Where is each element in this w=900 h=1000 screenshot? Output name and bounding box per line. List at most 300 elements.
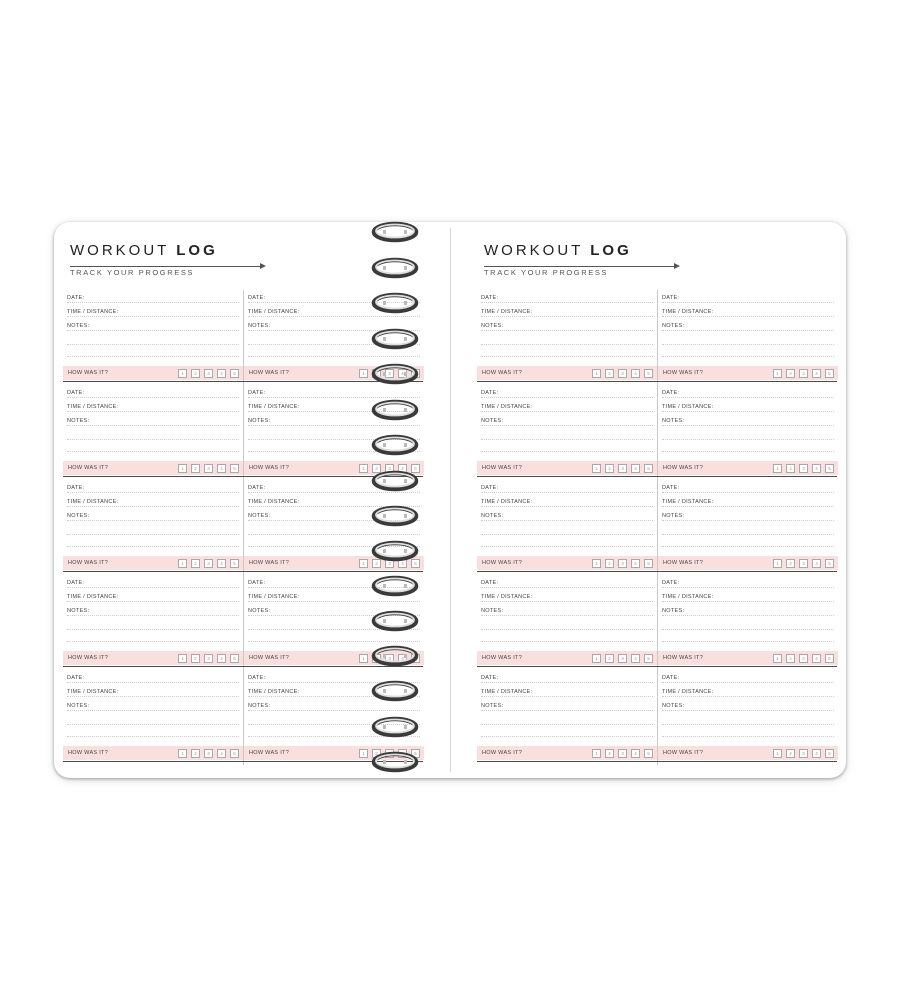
- rating-checkbox[interactable]: 3: [385, 369, 394, 378]
- time-distance-field-line[interactable]: [248, 601, 420, 602]
- rating-checkbox[interactable]: 1: [773, 464, 782, 473]
- how-was-it-label: HOW WAS IT?: [249, 560, 290, 566]
- rating-checkbox[interactable]: 4: [398, 654, 407, 663]
- rating-checkbox[interactable]: 5: [411, 464, 420, 473]
- rating-checkbox[interactable]: 3: [204, 464, 213, 473]
- notes-field-line[interactable]: [662, 330, 834, 331]
- rating-checkbox[interactable]: 2: [191, 464, 200, 473]
- coil-ring-icon: [371, 221, 419, 243]
- rating-checkbox[interactable]: 4: [398, 749, 407, 758]
- coil-ring-icon: [371, 434, 419, 456]
- rating-checkbox[interactable]: 5: [230, 464, 239, 473]
- rating-checkbox[interactable]: 5: [230, 749, 239, 758]
- rating-checkbox[interactable]: 1: [178, 464, 187, 473]
- notes-line[interactable]: [67, 724, 239, 725]
- rating-checkbox[interactable]: 1: [359, 464, 368, 473]
- rating-checkbox[interactable]: 1: [178, 369, 187, 378]
- rating-checkbox[interactable]: 2: [786, 749, 795, 758]
- rating-checkbox[interactable]: 3: [385, 464, 394, 473]
- notes-line[interactable]: [662, 344, 834, 345]
- notes-line[interactable]: [67, 546, 239, 547]
- time-distance-field: TIME / DISTANCE:: [248, 689, 300, 695]
- how-was-it-label: HOW WAS IT?: [482, 655, 523, 661]
- row-divider: [477, 381, 837, 382]
- rating-checkbox[interactable]: 5: [230, 369, 239, 378]
- time-distance-field: TIME / DISTANCE:: [481, 594, 533, 600]
- rating-checkbox[interactable]: 4: [398, 369, 407, 378]
- time-distance-field-line[interactable]: [67, 601, 239, 602]
- how-was-it-label: HOW WAS IT?: [249, 465, 290, 471]
- rating-checkbox[interactable]: 4: [217, 464, 226, 473]
- notes-line[interactable]: [662, 724, 834, 725]
- how-was-it-label: HOW WAS IT?: [482, 370, 523, 376]
- date-field: DATE:: [481, 580, 499, 586]
- rating-checkbox[interactable]: 1: [178, 749, 187, 758]
- date-field-line[interactable]: [67, 492, 239, 493]
- rating-checkbox[interactable]: 3: [618, 559, 627, 568]
- rating-scale: [592, 654, 653, 663]
- rating-checkbox[interactable]: 2: [372, 559, 381, 568]
- workout-entry: [657, 575, 838, 670]
- time-distance-field: TIME / DISTANCE:: [248, 499, 300, 505]
- date-field-line[interactable]: [481, 492, 653, 493]
- notes-line[interactable]: [481, 736, 653, 737]
- rating-checkbox[interactable]: 4: [631, 464, 640, 473]
- rating-checkbox[interactable]: 4: [398, 464, 407, 473]
- time-distance-field-line[interactable]: [67, 506, 239, 507]
- notes-line[interactable]: [481, 344, 653, 345]
- rating-checkbox[interactable]: 3: [799, 749, 808, 758]
- notes-field-line[interactable]: [248, 710, 420, 711]
- coil-ring-icon: [371, 540, 419, 562]
- rating-checkbox[interactable]: 3: [618, 369, 627, 378]
- rating-checkbox[interactable]: 5: [644, 559, 653, 568]
- row-divider: [63, 761, 423, 762]
- rating-scale: [592, 559, 653, 568]
- notes-line[interactable]: [67, 451, 239, 452]
- date-field-line[interactable]: [67, 397, 239, 398]
- notes-line[interactable]: [481, 629, 653, 630]
- notes-line[interactable]: [662, 546, 834, 547]
- rating-checkbox[interactable]: 4: [217, 749, 226, 758]
- workout-entry: [657, 385, 838, 480]
- notes-line[interactable]: [662, 356, 834, 357]
- time-distance-field: TIME / DISTANCE:: [662, 309, 714, 315]
- time-distance-field-line[interactable]: [67, 411, 239, 412]
- rating-band: [63, 366, 243, 380]
- coil-ring-icon: [371, 716, 419, 738]
- notes-field-line[interactable]: [662, 520, 834, 521]
- rating-checkbox[interactable]: 1: [592, 559, 601, 568]
- how-was-it-label: HOW WAS IT?: [249, 750, 290, 756]
- rating-checkbox[interactable]: 4: [812, 464, 821, 473]
- notes-field-line[interactable]: [662, 710, 834, 711]
- rating-band: [658, 746, 838, 760]
- rating-checkbox[interactable]: 3: [618, 654, 627, 663]
- rating-checkbox[interactable]: 5: [825, 464, 834, 473]
- rating-checkbox[interactable]: 5: [644, 464, 653, 473]
- notes-field: NOTES:: [662, 418, 685, 424]
- notes-field: NOTES:: [481, 418, 504, 424]
- rating-band: [477, 651, 657, 665]
- rating-checkbox[interactable]: 3: [799, 464, 808, 473]
- rating-checkbox[interactable]: 4: [812, 369, 821, 378]
- workout-entry: [477, 480, 657, 575]
- entry-grid: [477, 290, 837, 766]
- time-distance-field: TIME / DISTANCE:: [481, 499, 533, 505]
- rating-scale: [592, 369, 653, 378]
- how-was-it-label: HOW WAS IT?: [482, 465, 523, 471]
- notes-field-line[interactable]: [67, 710, 239, 711]
- coil-ring-icon: [371, 680, 419, 702]
- rating-checkbox[interactable]: 3: [618, 749, 627, 758]
- rating-checkbox[interactable]: 2: [605, 749, 614, 758]
- rating-checkbox[interactable]: 1: [359, 559, 368, 568]
- rating-checkbox[interactable]: 5: [644, 749, 653, 758]
- notes-field: NOTES:: [481, 703, 504, 709]
- rating-checkbox[interactable]: 5: [411, 654, 420, 663]
- notes-field-line[interactable]: [481, 425, 653, 426]
- notes-line[interactable]: [662, 629, 834, 630]
- rating-band: [477, 746, 657, 760]
- notes-line[interactable]: [67, 736, 239, 737]
- time-distance-field-line[interactable]: [481, 696, 653, 697]
- notes-field-line[interactable]: [67, 425, 239, 426]
- date-field-line[interactable]: [662, 682, 834, 683]
- date-field: DATE:: [248, 580, 266, 586]
- date-field-line[interactable]: [662, 302, 834, 303]
- notes-field-line[interactable]: [481, 710, 653, 711]
- entry-grid: [63, 290, 423, 766]
- rating-checkbox[interactable]: 3: [385, 654, 394, 663]
- notes-field-line[interactable]: [662, 425, 834, 426]
- rating-band: [658, 651, 838, 665]
- notes-field: NOTES:: [248, 703, 271, 709]
- title-word-log: LOG: [176, 242, 218, 259]
- rating-checkbox[interactable]: 4: [398, 559, 407, 568]
- time-distance-field: TIME / DISTANCE:: [248, 594, 300, 600]
- date-field: DATE:: [248, 485, 266, 491]
- date-field: DATE:: [662, 675, 680, 681]
- rating-checkbox[interactable]: 1: [178, 559, 187, 568]
- time-distance-field-line[interactable]: [481, 506, 653, 507]
- notes-line[interactable]: [67, 641, 239, 642]
- rating-checkbox[interactable]: 3: [204, 654, 213, 663]
- notes-line[interactable]: [67, 356, 239, 357]
- workout-entry: [63, 290, 243, 385]
- rating-checkbox[interactable]: 2: [372, 464, 381, 473]
- rating-band: [477, 556, 657, 570]
- rating-checkbox[interactable]: 2: [372, 749, 381, 758]
- date-field: DATE:: [662, 295, 680, 301]
- rating-checkbox[interactable]: 4: [631, 654, 640, 663]
- notes-line[interactable]: [67, 439, 239, 440]
- rating-checkbox[interactable]: 5: [230, 654, 239, 663]
- notes-line[interactable]: [67, 629, 239, 630]
- coil-ring-icon: [371, 470, 419, 492]
- rating-checkbox[interactable]: 1: [592, 749, 601, 758]
- notes-line[interactable]: [662, 736, 834, 737]
- notes-field: NOTES:: [481, 323, 504, 329]
- date-field-line[interactable]: [662, 397, 834, 398]
- rating-checkbox[interactable]: 1: [359, 749, 368, 758]
- date-field-line[interactable]: [248, 397, 420, 398]
- time-distance-field: TIME / DISTANCE:: [67, 689, 119, 695]
- time-distance-field-line[interactable]: [248, 316, 420, 317]
- date-field-line[interactable]: [481, 397, 653, 398]
- rating-checkbox[interactable]: 1: [178, 654, 187, 663]
- date-field: DATE:: [248, 295, 266, 301]
- rating-checkbox[interactable]: 3: [385, 749, 394, 758]
- time-distance-field-line[interactable]: [662, 696, 834, 697]
- rating-checkbox[interactable]: 5: [825, 654, 834, 663]
- rating-band: [63, 651, 243, 665]
- rating-checkbox[interactable]: 2: [191, 369, 200, 378]
- time-distance-field-line[interactable]: [662, 411, 834, 412]
- workout-entry: [63, 480, 243, 575]
- rating-checkbox[interactable]: 2: [191, 559, 200, 568]
- rating-scale: [773, 559, 834, 568]
- rating-checkbox[interactable]: 1: [359, 369, 368, 378]
- rating-scale: [178, 559, 239, 568]
- rating-checkbox[interactable]: 2: [372, 369, 381, 378]
- time-distance-field: TIME / DISTANCE:: [248, 309, 300, 315]
- how-was-it-label: HOW WAS IT?: [482, 560, 523, 566]
- rating-checkbox[interactable]: 1: [592, 369, 601, 378]
- notes-field: NOTES:: [662, 513, 685, 519]
- rating-checkbox[interactable]: 4: [812, 559, 821, 568]
- how-was-it-label: HOW WAS IT?: [68, 465, 109, 471]
- workout-entry: [657, 480, 838, 575]
- rating-band: [477, 461, 657, 475]
- page-title: [70, 242, 218, 259]
- notes-field-line[interactable]: [248, 425, 420, 426]
- notes-line[interactable]: [662, 641, 834, 642]
- rating-checkbox[interactable]: 3: [799, 369, 808, 378]
- date-field: DATE:: [662, 390, 680, 396]
- how-was-it-label: HOW WAS IT?: [663, 370, 704, 376]
- date-field-line[interactable]: [481, 587, 653, 588]
- date-field-line[interactable]: [662, 492, 834, 493]
- notes-field-line[interactable]: [481, 330, 653, 331]
- notes-field-line[interactable]: [481, 520, 653, 521]
- row-divider: [477, 761, 837, 762]
- notes-field-line[interactable]: [662, 615, 834, 616]
- rating-checkbox[interactable]: 3: [618, 464, 627, 473]
- notebook-spread: [54, 222, 846, 778]
- time-distance-field: TIME / DISTANCE:: [662, 594, 714, 600]
- rating-checkbox[interactable]: 2: [786, 369, 795, 378]
- notes-field: NOTES:: [248, 418, 271, 424]
- rating-checkbox[interactable]: 2: [605, 464, 614, 473]
- how-was-it-label: HOW WAS IT?: [249, 370, 290, 376]
- date-field-line[interactable]: [67, 302, 239, 303]
- date-field: DATE:: [248, 675, 266, 681]
- rating-scale: [178, 369, 239, 378]
- time-distance-field: TIME / DISTANCE:: [481, 309, 533, 315]
- row-divider: [477, 571, 837, 572]
- date-field: DATE:: [248, 390, 266, 396]
- row-divider: [63, 476, 423, 477]
- notes-line[interactable]: [248, 534, 420, 535]
- title-arrow-icon: [70, 266, 264, 267]
- notes-line[interactable]: [662, 451, 834, 452]
- time-distance-field: TIME / DISTANCE:: [67, 309, 119, 315]
- time-distance-field-line[interactable]: [662, 316, 834, 317]
- page-subtitle: TRACK YOUR PROGRESS: [70, 268, 195, 277]
- rating-band: [63, 461, 243, 475]
- row-divider: [477, 476, 837, 477]
- notes-field: NOTES:: [662, 608, 685, 614]
- date-field: DATE:: [67, 295, 85, 301]
- date-field: DATE:: [481, 485, 499, 491]
- notes-line[interactable]: [67, 534, 239, 535]
- rating-checkbox[interactable]: 5: [411, 559, 420, 568]
- notes-field: NOTES:: [67, 608, 90, 614]
- rating-checkbox[interactable]: 3: [385, 559, 394, 568]
- rating-checkbox[interactable]: 5: [644, 369, 653, 378]
- workout-entry: [477, 290, 657, 385]
- how-was-it-label: HOW WAS IT?: [663, 655, 704, 661]
- time-distance-field: TIME / DISTANCE:: [662, 689, 714, 695]
- coil-ring-icon: [371, 363, 419, 385]
- notes-field: NOTES:: [248, 513, 271, 519]
- rating-checkbox[interactable]: 3: [204, 749, 213, 758]
- rating-checkbox[interactable]: 4: [631, 369, 640, 378]
- rating-checkbox[interactable]: 2: [605, 654, 614, 663]
- rating-checkbox[interactable]: 4: [812, 654, 821, 663]
- rating-checkbox[interactable]: 5: [411, 749, 420, 758]
- workout-entry: [657, 670, 838, 765]
- time-distance-field-line[interactable]: [481, 316, 653, 317]
- rating-checkbox[interactable]: 5: [644, 654, 653, 663]
- rating-checkbox[interactable]: 5: [411, 369, 420, 378]
- time-distance-field: TIME / DISTANCE:: [67, 404, 119, 410]
- notes-field-line[interactable]: [67, 520, 239, 521]
- rating-checkbox[interactable]: 1: [773, 559, 782, 568]
- notes-field-line[interactable]: [481, 615, 653, 616]
- rating-checkbox[interactable]: 4: [217, 559, 226, 568]
- notes-line[interactable]: [481, 546, 653, 547]
- notes-field: NOTES:: [662, 323, 685, 329]
- rating-checkbox[interactable]: 4: [217, 654, 226, 663]
- notes-line[interactable]: [662, 439, 834, 440]
- notes-line[interactable]: [662, 534, 834, 535]
- rating-checkbox[interactable]: 5: [825, 749, 834, 758]
- rating-checkbox[interactable]: 1: [773, 749, 782, 758]
- rating-checkbox[interactable]: 2: [605, 369, 614, 378]
- rating-checkbox[interactable]: 3: [799, 654, 808, 663]
- date-field-line[interactable]: [248, 492, 420, 493]
- coil-ring-icon: [371, 751, 419, 773]
- how-was-it-label: HOW WAS IT?: [68, 370, 109, 376]
- date-field-line[interactable]: [481, 302, 653, 303]
- rating-checkbox[interactable]: 2: [605, 559, 614, 568]
- rating-checkbox[interactable]: 1: [773, 369, 782, 378]
- notes-field: NOTES:: [662, 703, 685, 709]
- time-distance-field: TIME / DISTANCE:: [662, 404, 714, 410]
- rating-checkbox[interactable]: 4: [631, 559, 640, 568]
- time-distance-field-line[interactable]: [481, 601, 653, 602]
- notes-line[interactable]: [248, 641, 420, 642]
- rating-checkbox[interactable]: 4: [631, 749, 640, 758]
- rating-scale: [178, 749, 239, 758]
- rating-checkbox[interactable]: 2: [786, 464, 795, 473]
- date-field-line[interactable]: [662, 587, 834, 588]
- notes-line[interactable]: [481, 641, 653, 642]
- notes-line[interactable]: [248, 356, 420, 357]
- coil-ring-icon: [371, 610, 419, 632]
- rating-checkbox[interactable]: 2: [191, 749, 200, 758]
- notes-field: NOTES:: [248, 323, 271, 329]
- time-distance-field-line[interactable]: [67, 316, 239, 317]
- rating-checkbox[interactable]: 2: [372, 654, 381, 663]
- rating-checkbox[interactable]: 1: [592, 654, 601, 663]
- rating-checkbox[interactable]: 4: [217, 369, 226, 378]
- notes-line[interactable]: [481, 534, 653, 535]
- rating-checkbox[interactable]: 1: [359, 654, 368, 663]
- rating-checkbox[interactable]: 5: [230, 559, 239, 568]
- notes-line[interactable]: [481, 724, 653, 725]
- rating-checkbox[interactable]: 3: [204, 559, 213, 568]
- row-divider: [63, 381, 423, 382]
- rating-checkbox[interactable]: 2: [786, 559, 795, 568]
- time-distance-field-line[interactable]: [67, 696, 239, 697]
- rating-checkbox[interactable]: 2: [191, 654, 200, 663]
- coil-ring-icon: [371, 645, 419, 667]
- rating-checkbox[interactable]: 4: [812, 749, 821, 758]
- rating-band: [63, 556, 243, 570]
- time-distance-field-line[interactable]: [662, 601, 834, 602]
- coil-ring-icon: [371, 505, 419, 527]
- row-divider: [63, 571, 423, 572]
- notes-line[interactable]: [67, 344, 239, 345]
- notes-line[interactable]: [481, 451, 653, 452]
- workout-entry: [477, 670, 657, 765]
- rating-checkbox[interactable]: 5: [825, 369, 834, 378]
- notes-field-line[interactable]: [67, 330, 239, 331]
- coil-ring-icon: [371, 328, 419, 350]
- page-subtitle: TRACK YOUR PROGRESS: [484, 268, 609, 277]
- coil-ring-icon: [371, 257, 419, 279]
- rating-checkbox[interactable]: 2: [786, 654, 795, 663]
- how-was-it-label: HOW WAS IT?: [68, 750, 109, 756]
- time-distance-field-line[interactable]: [481, 411, 653, 412]
- rating-checkbox[interactable]: 3: [799, 559, 808, 568]
- workout-entry: [63, 575, 243, 670]
- notes-line[interactable]: [481, 356, 653, 357]
- date-field-line[interactable]: [67, 587, 239, 588]
- time-distance-field-line[interactable]: [662, 506, 834, 507]
- rating-scale: [592, 464, 653, 473]
- rating-checkbox[interactable]: 3: [204, 369, 213, 378]
- rating-checkbox[interactable]: 1: [773, 654, 782, 663]
- workout-entry: [63, 670, 243, 765]
- date-field: DATE:: [67, 675, 85, 681]
- how-was-it-label: HOW WAS IT?: [663, 750, 704, 756]
- notes-line[interactable]: [481, 439, 653, 440]
- rating-checkbox[interactable]: 5: [825, 559, 834, 568]
- how-was-it-label: HOW WAS IT?: [68, 560, 109, 566]
- date-field-line[interactable]: [481, 682, 653, 683]
- right-page: [450, 222, 846, 778]
- notes-field: NOTES:: [481, 513, 504, 519]
- notes-field-line[interactable]: [67, 615, 239, 616]
- rating-checkbox[interactable]: 1: [592, 464, 601, 473]
- coil-ring-icon: [371, 575, 419, 597]
- coil-ring-icon: [371, 399, 419, 421]
- date-field-line[interactable]: [67, 682, 239, 683]
